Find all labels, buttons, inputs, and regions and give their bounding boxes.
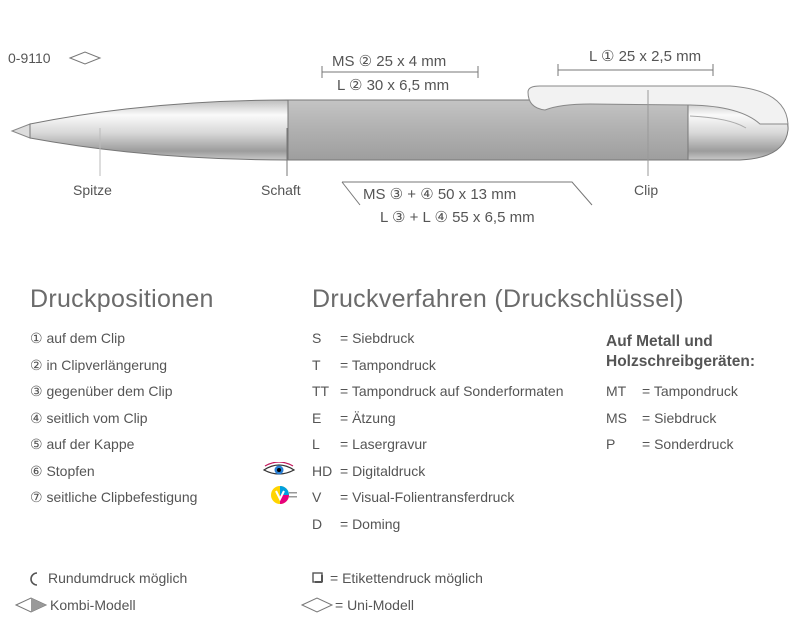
method-item: L = Lasergravur	[312, 436, 427, 452]
position-item: ② in Clipverlängerung	[30, 357, 168, 373]
metal-item: MT = Tampondruck	[606, 383, 738, 399]
legend-label: = Etikettendruck möglich	[330, 570, 483, 586]
metal-title-line2: Holzschreibgeräten:	[606, 353, 756, 370]
metal-title-line1: Auf Metall und	[606, 333, 713, 350]
methods-title: Druckverfahren (Druckschlüssel)	[312, 285, 684, 313]
square-icon	[312, 572, 324, 584]
dim-l34: L ③ + L ④ 55 x 6,5 mm	[380, 209, 535, 226]
method-item: V = Visual-Folientransferdruck	[312, 489, 515, 505]
method-item: D = Doming	[312, 516, 401, 532]
pen-barrel	[288, 100, 688, 160]
half-circle-icon	[30, 572, 44, 586]
metal-item: MS = Siebdruck	[606, 410, 717, 426]
label-clip: Clip	[634, 182, 659, 198]
method-item: HD = Digitaldruck	[312, 463, 426, 479]
position-item: ④ seitlich vom Clip	[30, 410, 148, 426]
dim-ms34: MS ③ + ④ 50 x 13 mm	[363, 186, 517, 203]
position-item: ③ gegenüber dem Clip	[30, 383, 173, 399]
method-item: E = Ätzung	[312, 410, 396, 426]
dim-ms2: MS ② 25 x 4 mm	[332, 53, 447, 70]
position-item: ⑦ seitliche Clipbefestigung	[30, 489, 198, 505]
label-shaft: Schaft	[261, 182, 301, 198]
legend-round: Rundumdruck möglich	[48, 570, 188, 586]
pen-tip	[12, 124, 30, 138]
diamond-outline-icon	[68, 51, 102, 65]
legend-uni: = Uni-Modell	[335, 597, 414, 613]
position-item: ⑥ Stopfen	[30, 463, 95, 479]
metal-item: P = Sonderdruck	[606, 436, 734, 452]
positions-title: Druckpositionen	[30, 285, 214, 313]
article-number: 0-9110	[8, 50, 51, 66]
position-item: ⑤ auf der Kappe	[30, 436, 135, 452]
method-item: TT = Tampondruck auf Sonderformaten	[312, 383, 564, 399]
diamond-half-filled-icon	[14, 597, 48, 613]
method-item: T = Tampondruck	[312, 357, 436, 373]
legend-kombi: Kombi-Modell	[50, 597, 136, 613]
visual-logo-icon	[270, 484, 298, 506]
label-tip: Spitze	[73, 182, 112, 198]
eye-icon	[262, 462, 296, 478]
position-item: ① auf dem Clip	[30, 330, 126, 346]
dim-l1: L ① 25 x 2,5 mm	[589, 48, 702, 65]
pen-front	[30, 100, 288, 160]
method-item: S = Siebdruck	[312, 330, 415, 346]
dim-l2: L ② 30 x 6,5 mm	[337, 77, 450, 94]
diamond-outline-icon	[300, 597, 334, 613]
